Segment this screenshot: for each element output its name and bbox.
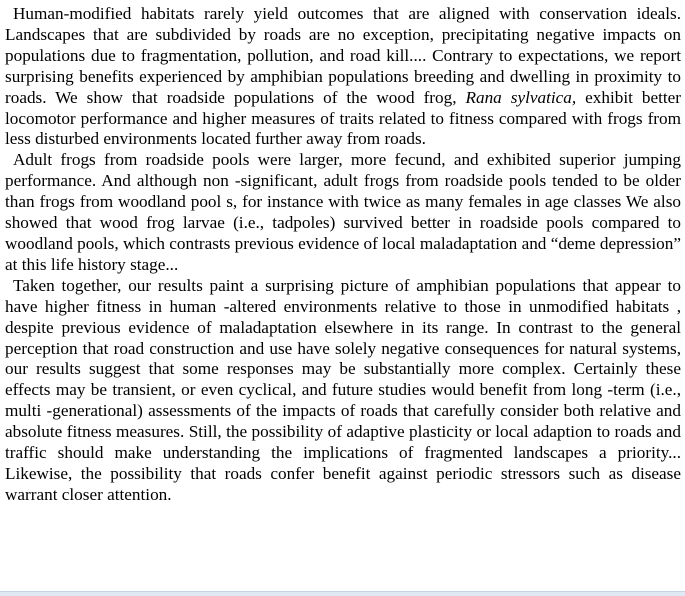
document-body bbox=[5, 4, 681, 506]
paragraph-2: Adult frogs from roadside pools were larger, more fecund, and exhibited superior jumping performance. And although non -significant, adult frogs from roadside pools tended to be older than frogs from woodland pool s, for instance with twice as many females in age classes We also showed that wood frog larvae (i.e., tadpoles) survived better in roadside pools compared to woodland pools, which contrasts previous evidence of local maladaptation and “deme depression” at this life history stage... bbox=[5, 150, 681, 274]
paragraph-1-text-start: Human-modified habitats rarely yield outcomes that are aligned with conservation ideals. Landscapes that are subdivided by roads are no exception, precipitating negative impacts on populations due to fragmentation, pollution, and road kill.... Contrary to expectations, we report surprising benefits experienced by amphibian populations breeding and dwelling in proximity to roads. We show that roadside populations of the wood frog, bbox=[5, 4, 681, 107]
paragraph-1-text-end: exhibit better locomotor performance and higher measures of traits related to fitness compared with frogs from less disturbed environments located further away from roads. bbox=[5, 87, 681, 149]
paragraph-1 bbox=[5, 4, 681, 150]
species-name: Rana sylvatica, bbox=[465, 87, 577, 107]
paragraph-3: Taken together, our results paint a surprising picture of amphibian populations that appear to have higher fitness in human -altered environments relative to those in unmodified habitats , despite previous evidence of maladaptation elsewhere in its range. In contrast to the general perception that road construction and use have solely negative consequences for natural systems, our results suggest that some responses may be substantially more complex. Certainly these effects may be transient, or even cyclical, and future studies would benefit from long -term (i.e., multi -generational) assessments of the impacts of roads that carefully consider both relative and absolute fitness measures. Still, the possibility of adaptive plasticity or local adaption to roads and traffic should make understanding the implications of fragmented landscapes a priority... Likewise, the possibility that roads confer benefit against periodic stressors such as disease warrant closer attention. bbox=[5, 275, 681, 504]
window-bottom-edge bbox=[0, 591, 685, 596]
